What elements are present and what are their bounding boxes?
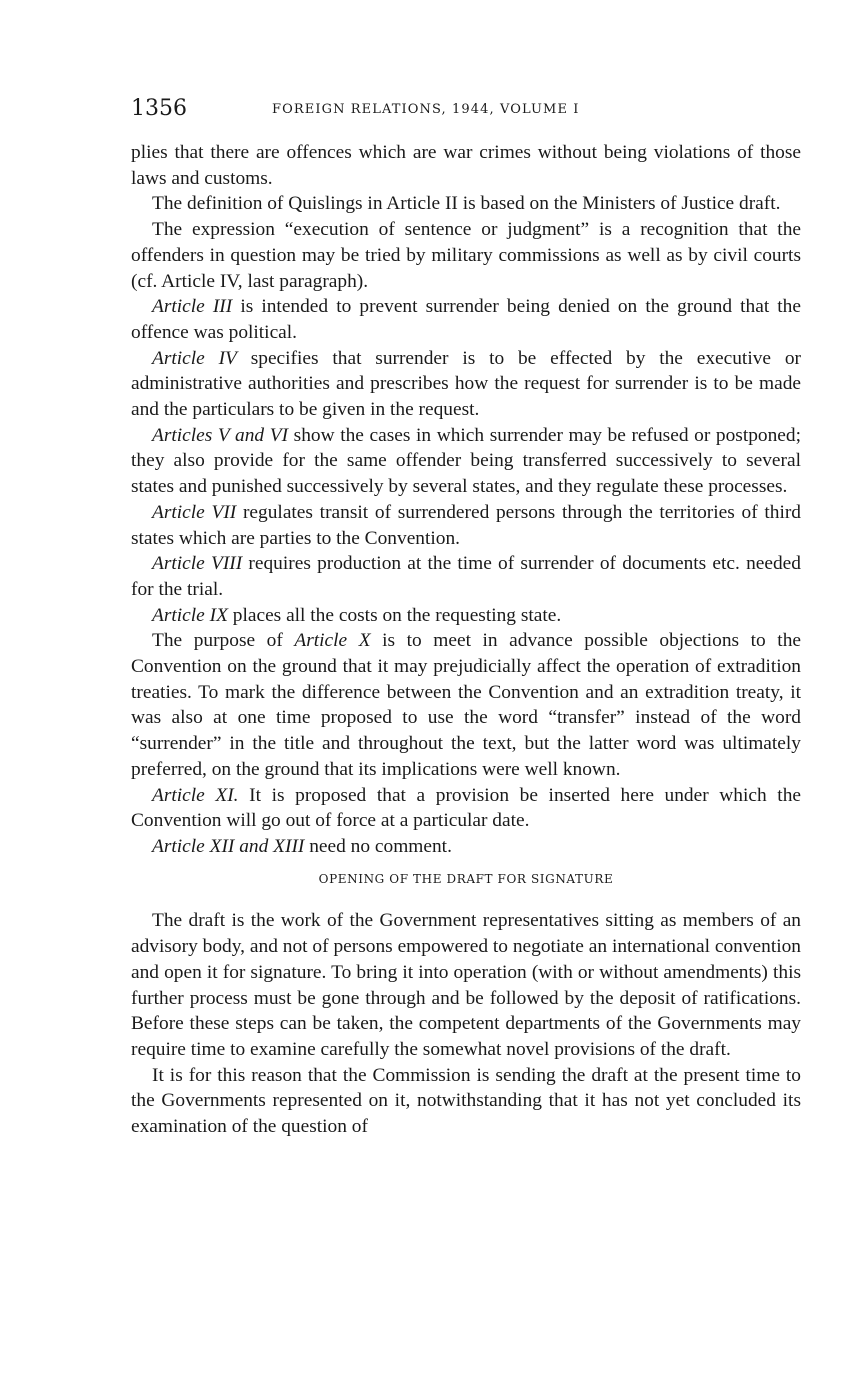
- paragraph-article-x: [131, 628, 801, 782]
- paragraph-article-viii: [131, 551, 801, 602]
- page-header: [131, 96, 801, 126]
- paragraph-text: show the cases in which surrender may be refused or postponed; they also provide for the same offender being transferred successively to several states and punished successively by several states, and they regulate these processes.: [131, 424, 801, 498]
- paragraph-continuation: [131, 140, 801, 191]
- paragraph-articles-xii-xiii: [131, 834, 801, 860]
- paragraph-text: The purpose of: [152, 630, 295, 652]
- paragraph-quislings: [131, 191, 801, 217]
- paragraph-article-iv: [131, 346, 801, 423]
- paragraph-text: The definition of Quislings in Article II is based on the Ministers of Justice draft.: [152, 193, 781, 215]
- paragraph-text: regulates transit of surrendered persons through the territories of third states which are parties to the Convention.: [131, 501, 801, 549]
- article-reference: Article VIII: [152, 553, 243, 575]
- article-reference: Article III: [152, 296, 233, 318]
- paragraph-draft-work: [131, 908, 801, 1062]
- article-reference: Article X: [294, 630, 371, 652]
- document-page: [131, 96, 801, 1140]
- paragraph-commission-reason: [131, 1063, 801, 1140]
- paragraph-text: is to meet in advance possible objections to the Convention on the ground that it may prejudicially affect the operation of extradition treaties. To mark the difference between the Convention and an extradition treaty, it was also at one time proposed to use the word “transfer” instead of the word “surrender” in the title and throughout the text, but the latter word was ultimately preferred, on the ground that its implications were well known.: [131, 630, 801, 780]
- paragraph-text: The expression “execution of sentence or judgment” is a recognition that the offenders in question may be tried by military commissions as well as by civil courts (cf. Article IV, last paragraph).: [131, 219, 801, 292]
- paragraph-text: It is for this reason that the Commission is sending the draft at the present time to the Governments represented on it, notwithstanding that it has not yet concluded its examination of the question of: [131, 1064, 801, 1138]
- page-number: 1356: [131, 96, 187, 121]
- article-reference: Article VII: [152, 501, 237, 523]
- article-reference: Article IX: [152, 604, 228, 626]
- article-reference: Article IV: [152, 347, 237, 369]
- paragraph-article-ix: [131, 603, 801, 629]
- paragraph-article-vii: [131, 500, 801, 551]
- paragraph-text: It is proposed that a provision be inserted here under which the Convention will go out of force at a particular date.: [131, 784, 801, 832]
- paragraph-text: specifies that surrender is to be effected by the executive or administrative authorities and prescribes how the request for surrender is to be made and the particulars to be given in the request.: [131, 347, 801, 421]
- paragraph-text: places all the costs on the requesting state.: [227, 604, 562, 626]
- paragraph-execution-of-sentence: [131, 217, 801, 294]
- paragraph-text: is intended to prevent surrender being denied on the ground that the offence was political.: [131, 296, 801, 343]
- running-title: FOREIGN RELATIONS, 1944, VOLUME I: [272, 102, 580, 117]
- paragraph-text: plies that there are offences which are war crimes without being violations of those laws and customs.: [131, 142, 801, 189]
- paragraph-article-xi: [131, 783, 801, 834]
- paragraph-text: need no comment.: [304, 835, 452, 857]
- paragraph-text: requires production at the time of surrender of documents etc. needed for the trial.: [131, 553, 801, 600]
- document-body: [131, 140, 801, 1140]
- article-reference: Article XII and XIII: [152, 835, 305, 857]
- paragraph-text: The draft is the work of the Government representatives sitting as members of an advisory body, and not of persons empowered to negotiate an international convention and open it for signature. To bring it into operation (with or without amendments) this further process must be gone through and be followed by the deposit of ratifications. Before these steps can be taken, the competent departments of the Governments may require time to examine carefully the somewhat novel provisions of the draft.: [131, 910, 801, 1060]
- section-heading: OPENING OF THE DRAFT FOR SIGNATURE: [318, 871, 614, 886]
- paragraph-articles-v-vi: [131, 423, 801, 500]
- paragraph-article-iii: [131, 294, 801, 345]
- article-reference: Articles V and VI: [152, 424, 289, 446]
- article-reference: Article XI.: [152, 784, 239, 806]
